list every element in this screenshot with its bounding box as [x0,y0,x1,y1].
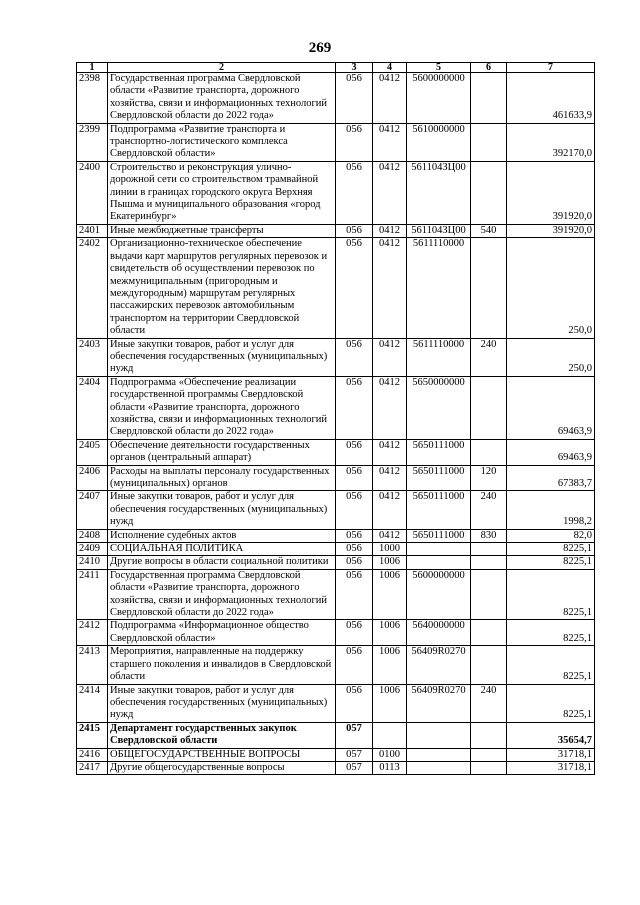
ministry-code: 056 [336,73,373,124]
amount: 392170,0 [507,123,595,161]
table-body [77,73,595,775]
table-row [77,569,595,620]
amount: 250,0 [507,238,595,338]
section-code: 1006 [373,646,407,684]
section-code: 0412 [373,439,407,465]
target-article-code: 5650111000 [407,439,471,465]
row-number: 2399 [77,123,108,161]
table-row [77,722,595,748]
expense-type-code [471,238,507,338]
row-name: Иные закупки товаров, работ и услуг для обеспечения государственных (муниципальных) нужд [108,491,336,529]
amount: 69463,9 [507,439,595,465]
row-name: Другие вопросы в области социальной политики [108,556,336,569]
amount: 250,0 [507,338,595,376]
column-header: 4 [373,63,407,73]
expense-type-code [471,620,507,646]
row-name: Департамент государственных закупок Свердловской области [108,722,336,748]
row-number: 2400 [77,161,108,224]
target-article-code: 5650111000 [407,529,471,542]
table-row [77,123,595,161]
expense-type-code [471,556,507,569]
row-name: Иные межбюджетные трансферты [108,224,336,237]
row-number: 2405 [77,439,108,465]
amount: 8225,1 [507,569,595,620]
expense-type-code [471,646,507,684]
amount: 391920,0 [507,161,595,224]
section-code: 0412 [373,73,407,124]
section-code: 0412 [373,238,407,338]
row-name: Подпрограмма «Информационное общество Свердловской области» [108,620,336,646]
column-header: 2 [108,63,336,73]
expense-type-code [471,748,507,761]
table-row [77,543,595,556]
target-article-code [407,722,471,748]
table-row [77,439,595,465]
target-article-code: 56409R0270 [407,684,471,722]
target-article-code: 561104ЗЦ00 [407,224,471,237]
table-row [77,224,595,237]
section-code: 0412 [373,224,407,237]
amount: 8225,1 [507,620,595,646]
ministry-code: 056 [336,439,373,465]
row-name: Исполнение судебных актов [108,529,336,542]
row-name: Строительство и реконструкция улично-дорожной сети со строительством трамвайной линии в границах городского округа Верхняя Пышма и муниципального образования «город Екатеринбург» [108,161,336,224]
column-header: 3 [336,63,373,73]
amount: 31718,1 [507,761,595,774]
ministry-code: 056 [336,543,373,556]
expense-type-code: 540 [471,224,507,237]
expense-type-code [471,73,507,124]
expense-type-code [471,123,507,161]
expense-type-code: 240 [471,684,507,722]
ministry-code: 057 [336,761,373,774]
ministry-code: 056 [336,123,373,161]
section-code: 1000 [373,543,407,556]
table-row [77,620,595,646]
target-article-code: 56409R0270 [407,646,471,684]
row-name: Иные закупки товаров, работ и услуг для обеспечения государственных (муниципальных) нужд [108,684,336,722]
row-number: 2407 [77,491,108,529]
row-number: 2401 [77,224,108,237]
table-row [77,161,595,224]
table-row [77,338,595,376]
expense-type-code: 240 [471,491,507,529]
amount: 391920,0 [507,224,595,237]
amount: 1998,2 [507,491,595,529]
section-code: 0412 [373,123,407,161]
ministry-code: 056 [336,646,373,684]
amount: 35654,7 [507,722,595,748]
table-row [77,761,595,774]
section-code: 1006 [373,569,407,620]
amount: 8225,1 [507,543,595,556]
target-article-code: 561104ЗЦ00 [407,161,471,224]
table-row [77,748,595,761]
target-article-code: 5650000000 [407,376,471,439]
section-code: 0412 [373,161,407,224]
column-header: 1 [77,63,108,73]
row-number: 2410 [77,556,108,569]
table-row [77,376,595,439]
table-row [77,73,595,124]
table-row [77,556,595,569]
amount: 8225,1 [507,684,595,722]
amount: 8225,1 [507,646,595,684]
expense-type-code [471,569,507,620]
expense-type-code [471,543,507,556]
expense-type-code [471,439,507,465]
table-row [77,529,595,542]
expense-type-code: 120 [471,465,507,491]
row-name: Подпрограмма «Обеспечение реализации государственной программы Свердловской области «Развитие транспорта, дорожного хозяйства, связи и информационных технологий Свердловской области до 2022 года» [108,376,336,439]
row-number: 2408 [77,529,108,542]
table-header-row [77,63,595,73]
section-code: 0100 [373,748,407,761]
ministry-code: 056 [336,569,373,620]
column-header: 6 [471,63,507,73]
row-name: Расходы на выплаты персоналу государственных (муниципальных) органов [108,465,336,491]
row-number: 2417 [77,761,108,774]
target-article-code: 5640000000 [407,620,471,646]
ministry-code: 056 [336,684,373,722]
amount: 31718,1 [507,748,595,761]
ministry-code: 056 [336,556,373,569]
ministry-code: 056 [336,491,373,529]
row-number: 2415 [77,722,108,748]
target-article-code: 5610000000 [407,123,471,161]
expense-type-code [471,161,507,224]
ministry-code: 056 [336,161,373,224]
target-article-code: 5600000000 [407,569,471,620]
section-code: 0412 [373,376,407,439]
section-code: 0412 [373,338,407,376]
target-article-code: 5611110000 [407,338,471,376]
row-name: Иные закупки товаров, работ и услуг для обеспечения государственных (муниципальных) нужд [108,338,336,376]
ministry-code: 057 [336,748,373,761]
row-number: 2398 [77,73,108,124]
target-article-code: 5650111000 [407,465,471,491]
ministry-code: 056 [336,465,373,491]
section-code: 0113 [373,761,407,774]
amount: 82,0 [507,529,595,542]
row-name: Государственная программа Свердловской области «Развитие транспорта, дорожного хозяйства, связи и информационных технологий Свердловской области до 2022 года» [108,73,336,124]
row-number: 2402 [77,238,108,338]
target-article-code [407,761,471,774]
row-name: Организационно-техническое обеспечение выдачи карт маршрутов регулярных перевозок и свидетельств об осуществлении перевозок по межмуниципальным (пригородным и междугородным) маршрутам регулярных пассажирских перевозок автомобильным транспортом на территории Свердловской области [108,238,336,338]
section-code: 0412 [373,465,407,491]
ministry-code: 056 [336,238,373,338]
row-name: Подпрограмма «Развитие транспорта и транспортно-логистического комплекса Свердловской области» [108,123,336,161]
row-name: Обеспечение деятельности государственных органов (центральный аппарат) [108,439,336,465]
row-name: ОБЩЕГОСУДАРСТВЕННЫЕ ВОПРОСЫ [108,748,336,761]
section-code: 1006 [373,684,407,722]
row-number: 2413 [77,646,108,684]
table-row [77,238,595,338]
row-name: Мероприятия, направленные на поддержку старшего поколения и инвалидов в Свердловской области [108,646,336,684]
amount: 69463,9 [507,376,595,439]
ministry-code: 056 [336,620,373,646]
table-row [77,684,595,722]
row-name: Другие общегосударственные вопросы [108,761,336,774]
ministry-code: 056 [336,338,373,376]
target-article-code [407,543,471,556]
budget-table [76,62,595,775]
row-number: 2409 [77,543,108,556]
amount: 67383,7 [507,465,595,491]
row-number: 2404 [77,376,108,439]
expense-type-code [471,761,507,774]
section-code: 1006 [373,620,407,646]
table-row [77,491,595,529]
section-code: 1006 [373,556,407,569]
expense-type-code [471,722,507,748]
target-article-code: 5611110000 [407,238,471,338]
target-article-code: 5600000000 [407,73,471,124]
ministry-code: 056 [336,376,373,439]
target-article-code [407,556,471,569]
expense-type-code: 240 [471,338,507,376]
ministry-code: 056 [336,529,373,542]
row-name: СОЦИАЛЬНАЯ ПОЛИТИКА [108,543,336,556]
column-header: 7 [507,63,595,73]
section-code: 0412 [373,491,407,529]
column-header: 5 [407,63,471,73]
expense-type-code [471,376,507,439]
page-number: 269 [308,40,332,56]
expense-type-code: 830 [471,529,507,542]
section-code [373,722,407,748]
amount: 8225,1 [507,556,595,569]
section-code: 0412 [373,529,407,542]
table-row [77,465,595,491]
row-number: 2403 [77,338,108,376]
ministry-code: 056 [336,224,373,237]
target-article-code: 5650111000 [407,491,471,529]
row-number: 2411 [77,569,108,620]
row-number: 2414 [77,684,108,722]
row-number: 2406 [77,465,108,491]
table-row [77,646,595,684]
row-number: 2412 [77,620,108,646]
target-article-code [407,748,471,761]
row-number: 2416 [77,748,108,761]
amount: 461633,9 [507,73,595,124]
ministry-code: 057 [336,722,373,748]
row-name: Государственная программа Свердловской области «Развитие транспорта, дорожного хозяйства, связи и информационных технологий Свердловской области до 2022 года» [108,569,336,620]
